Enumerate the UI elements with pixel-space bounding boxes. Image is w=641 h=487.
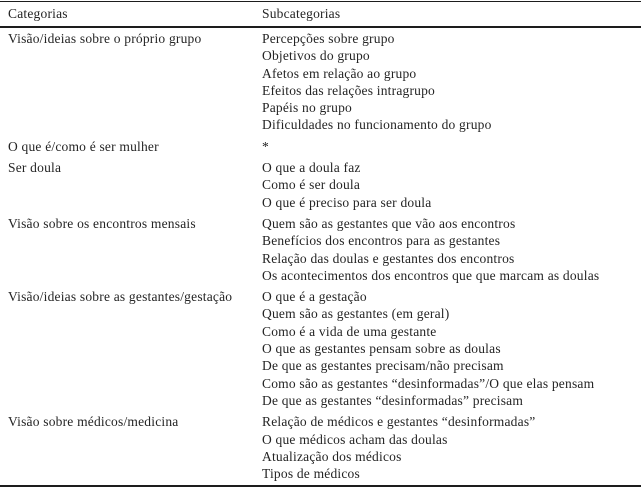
table-row <box>0 284 641 409</box>
subcategory-line: Os acontecimentos dos encontros que que marcam as doulas <box>262 267 600 283</box>
subcategory-line: Relação de médicos e gestantes “desinformadas” <box>262 414 536 430</box>
subcategory-line: Como são as gestantes “desinformadas”/O que elas pensam <box>262 375 595 391</box>
subcategory-line: Papéis no grupo <box>262 100 352 116</box>
subcategory-line: Afetos em relação ao grupo <box>262 65 417 81</box>
column-header-categorias: Categorias <box>0 2 262 28</box>
table-row <box>0 211 641 284</box>
column-header-subcategorias: Subcategorias <box>262 2 641 28</box>
category-cell: Visão sobre os encontros mensais <box>8 215 196 231</box>
table-row <box>0 134 641 155</box>
subcategory-cell <box>262 284 641 409</box>
subcategory-line: O que é a gestação <box>262 289 367 305</box>
subcategory-line: O que as gestantes pensam sobre as doulas <box>262 341 501 357</box>
subcategory-line: Como é a vida de uma gestante <box>262 323 437 339</box>
subcategory-cell <box>262 409 641 486</box>
header-row <box>0 2 641 28</box>
category-cell: Visão sobre médicos/medicina <box>8 414 179 430</box>
table-row <box>0 155 641 211</box>
subcategory-line: Como é ser doula <box>262 177 361 193</box>
subcategory-line: Atualização dos médicos <box>262 448 402 464</box>
category-cell: O que é/como é ser mulher <box>8 138 159 154</box>
categories-subcategories-table <box>0 1 641 487</box>
category-cell: Ser doula <box>8 160 62 176</box>
category-cell: Visão/ideias sobre as gestantes/gestação <box>8 289 233 305</box>
subcategory-line: Relação das doulas e gestantes dos encontros <box>262 250 515 266</box>
subcategory-cell <box>262 155 641 211</box>
subcategory-line: De que as gestantes “desinformadas” precisam <box>262 392 524 408</box>
subcategory-cell <box>262 134 641 155</box>
subcategory-cell <box>262 211 641 284</box>
subcategory-line: Benefícios dos encontros para as gestantes <box>262 233 501 249</box>
subcategory-line: O que médicos acham das doulas <box>262 431 448 447</box>
subcategory-line: Objetivos do grupo <box>262 48 370 64</box>
subcategory-cell <box>262 27 641 134</box>
subcategory-line: Efeitos das relações intragrupo <box>262 82 436 98</box>
subcategory-line: De que as gestantes precisam/não precisam <box>262 358 504 374</box>
table-row <box>0 409 641 486</box>
subcategory-line: Percepções sobre grupo <box>262 31 395 46</box>
table-body <box>0 27 641 486</box>
category-cell: Visão/ideias sobre o próprio grupo <box>8 31 202 46</box>
subcategory-line: O que é preciso para ser doula <box>262 194 432 210</box>
table-header <box>0 2 641 28</box>
subcategory-line: Quem são as gestantes (em geral) <box>262 306 450 322</box>
subcategory-line: Quem são as gestantes que vão aos encontros <box>262 215 516 231</box>
subcategory-line: O que a doula faz <box>262 160 361 176</box>
subcategory-line: Dificuldades no funcionamento do grupo <box>262 117 492 133</box>
subcategory-line: Tipos de médicos <box>262 466 360 482</box>
table-row <box>0 27 641 134</box>
subcategory-line: * <box>262 138 269 154</box>
